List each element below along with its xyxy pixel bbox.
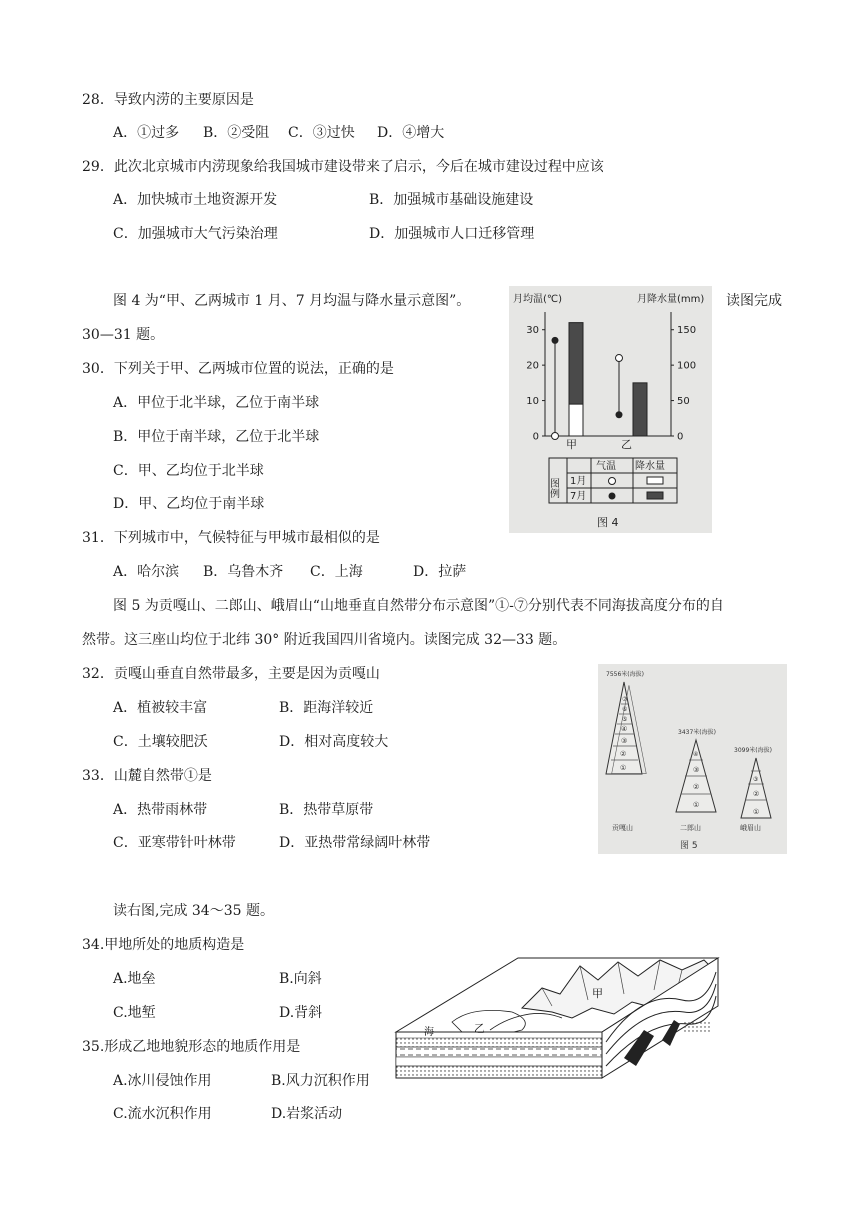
emei-name: 峨眉山 [740,824,761,832]
gongga-zone-4: ④ [621,725,628,733]
fig4-legend-col-precip: 降水量 [635,461,665,472]
fig4-bar-jul-precip-1 [633,383,647,436]
fig6-intro: 读右图,完成 34～35 题。 [113,903,274,919]
gongga-zone-3: ③ [621,737,628,745]
q29-option-c: C．加强城市大气污染治理 [113,226,278,242]
q29-stem: 29．此次北京城市内涝现象给我国城市建设带来了启示，今后在城市建设过程中应该 [82,159,604,175]
q32-option-d: D．相对高度较大 [279,734,389,750]
fig4-right-tick-label: 100 [677,360,697,372]
q33-option-d: D．亚热带常绿阔叶林带 [279,835,431,851]
q33-stem: 33．山麓自然带①是 [82,768,212,784]
q34-option-c: C.地堑 [113,1005,156,1021]
q35-option-a: A.冰川侵蚀作用 [113,1073,212,1089]
q33-option-b: B．热带草原带 [279,802,374,818]
fig5-intro-line2: 然带。这三座山均位于北纬 30° 附近我国四川省境内。读图完成 32—33 题。 [82,632,567,648]
fig4-point-jul-temp-0 [552,337,559,344]
fig4-city-label-yi: 乙 [621,438,632,451]
figure-4 [509,286,712,533]
figure-5 [598,664,787,854]
erlang-height: 3437米(海拔) [678,729,716,736]
q33-option-c: C．亚寒带针叶林带 [113,835,236,851]
erlang-name: 二郎山 [680,824,701,832]
gongga-height: 7556米(海拔) [606,671,644,678]
q31-option-a: A．哈尔滨 [113,564,180,580]
peak-erlang [676,740,716,812]
q35-option-d: D.岩浆活动 [271,1106,343,1122]
figure-6-block-diagram [392,950,722,1086]
gongga-zone-5: ⑤ [622,716,628,723]
gongga-zone-2: ② [620,750,627,758]
q28-stem: 28．导致内涝的主要原因是 [82,92,254,108]
q32-option-b: B．距海洋较近 [279,700,374,716]
emei-height: 3099米(海拔) [734,747,772,754]
q33-option-a: A．热带雨林带 [113,802,208,818]
fig4-intro-tail: 读图完成 [726,293,782,309]
fig4-point-jan-temp-1 [616,355,623,362]
fig4-right-tick-label: 150 [677,325,697,337]
fig4-right-tick-label: 50 [677,396,690,408]
gongga-zone-6: ⑥ [622,706,628,713]
fig4-legend-row-jul: 7月 [570,491,587,502]
q31-option-b: B．乌鲁木齐 [203,564,284,580]
gongga-zone-1: ① [620,764,627,772]
fig4-left-tick-label: 10 [526,396,539,408]
fig4-left-axis-title: 月均温(℃) [513,294,563,305]
q31-option-d: D．拉萨 [413,564,467,580]
q30-option-c: C．甲、乙均位于北半球 [113,463,264,479]
layer-limestone [396,1057,602,1066]
fig4-left-tick-label: 0 [532,431,539,443]
q35-option-b: B.风力沉积作用 [271,1073,370,1089]
q34-stem: 34.甲地所处的地质构造是 [82,937,245,953]
fig4-legend-jul-precip-symbol [647,492,663,499]
q30-option-a: A．甲位于北半球，乙位于南半球 [113,395,320,411]
fig4-legend-jan-precip-symbol [647,477,663,484]
q30-option-d: D．甲、乙均位于南半球 [113,496,265,512]
q35-stem: 35.形成乙地地貌形态的地质作用是 [82,1039,301,1055]
erlang-zone-1: ① [693,801,700,809]
fig4-caption: 图 4 [597,516,619,529]
figure-5-mountains [598,664,787,854]
q32-option-a: A．植被较丰富 [113,700,208,716]
q28-option-a: A．①过多 [113,125,180,141]
q35-option-c: C.流水沉积作用 [113,1106,212,1122]
erlang-zone-4: ④ [693,751,699,758]
fig5-intro-line1: 图 5 为贡嘎山、二郎山、峨眉山“山地垂直自然带分布示意图”①-⑦分别代表不同海拔高度分布的自 [113,598,724,614]
peak-emei [741,758,771,818]
q29-option-d: D．加强城市人口迁移管理 [369,226,535,242]
peak-gongga [606,682,646,774]
q29-option-a: A．加快城市土地资源开发 [113,192,278,208]
fig4-intro-line2: 30—31 题。 [82,327,165,343]
fig4-legend-jul-temp-symbol [609,493,616,500]
label-yi: 乙 [474,1022,485,1035]
fig4-intro-line1: 图 4 为“甲、乙两城市 1 月、7 月均温与降水量示意图”。 [113,293,471,309]
q30-stem: 30．下列关于甲、乙两城市位置的说法，正确的是 [82,361,394,377]
fig4-right-axis-title: 月降水量(mm) [637,294,705,305]
q34-option-a: A.地垒 [113,971,156,987]
figure-6 [392,950,722,1086]
q34-option-d: D.背斜 [279,1005,323,1021]
fig4-right-tick-label: 0 [677,431,684,443]
layer-base [396,1066,602,1078]
fig4-left-tick-label: 30 [526,325,539,337]
erlang-zone-2: ② [693,783,700,791]
q31-stem: 31．下列城市中，气候特征与甲城市最相似的是 [82,530,380,546]
erlang-zone-3: ③ [693,766,700,774]
fig4-legend-row-jan: 1月 [570,476,587,487]
q28-option-b: B．②受阻 [203,125,270,141]
gongga-name: 贡嘎山 [612,824,633,832]
label-jia: 甲 [592,987,603,1000]
emei-zone-2: ② [753,790,760,798]
q32-stem: 32．贡嘎山垂直自然带最多，主要是因为贡嘎山 [82,666,380,682]
q34-option-b: B.向斜 [279,971,322,987]
q28-option-c: C．③过快 [288,125,355,141]
fig4-legend [548,458,678,503]
fig4-point-jan-temp-0 [552,433,559,440]
fig4-left-tick-label: 20 [526,360,539,372]
emei-zone-1: ① [753,808,760,816]
gongga-zone-7: ⑦ [622,696,628,703]
q29-option-b: B．加强城市基础设施建设 [369,192,534,208]
fig4-point-jul-temp-1 [616,411,623,418]
q31-option-c: C．上海 [310,564,363,580]
layer-sand [396,1038,602,1047]
emei-zone-3: ③ [753,776,759,783]
fig4-city-label-jia: 甲 [566,438,577,451]
q30-option-b: B．甲位于南半球，乙位于北半球 [113,429,320,445]
figure-4-chart [509,286,712,533]
label-sea: 海 [424,1027,434,1038]
q28-option-d: D．④增大 [377,125,445,141]
fig4-legend-col-temp: 气温 [596,461,616,472]
fig4-legend-title: 图例 [547,478,559,498]
fig5-caption: 图 5 [680,841,698,851]
fig4-legend-jan-temp-symbol [609,478,616,485]
layer-shale [396,1047,602,1057]
fig4-bar-jan-precip-0 [569,404,583,436]
q32-option-c: C．土壤较肥沃 [113,734,208,750]
